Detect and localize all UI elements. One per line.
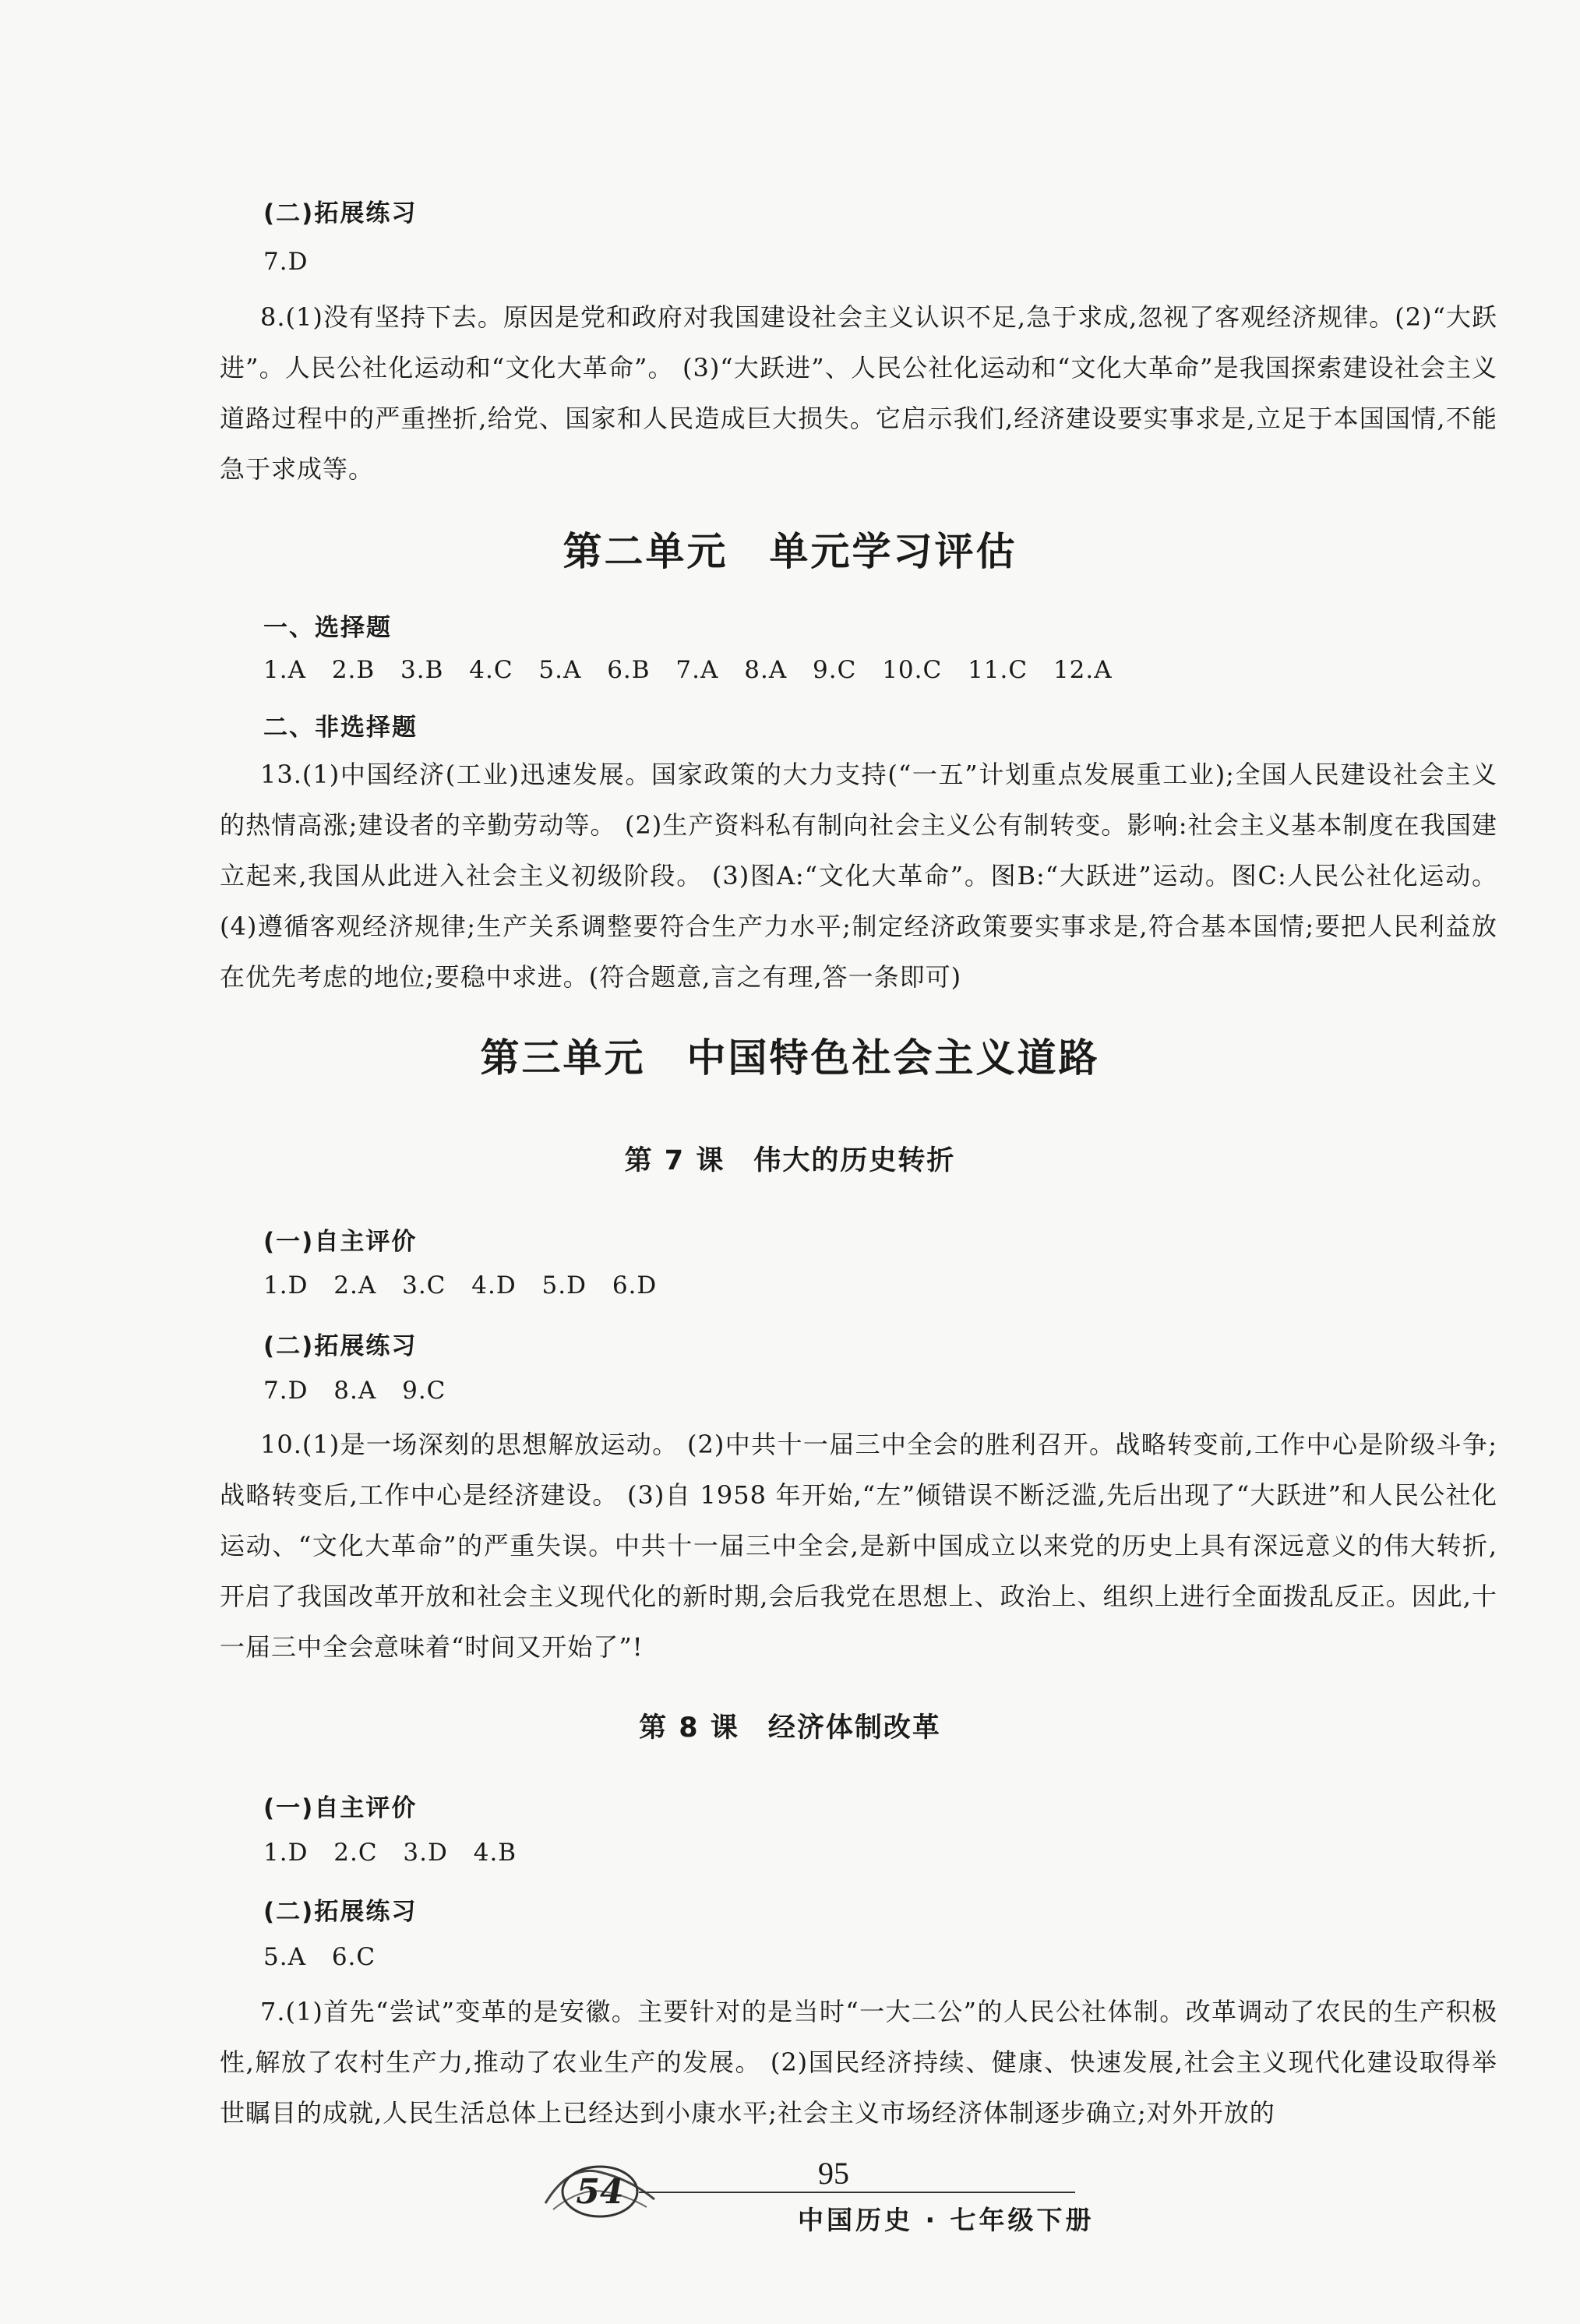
section-heading: (二)拓展练习 [263, 1898, 418, 1926]
section-heading: 二、非选择题 [263, 714, 418, 742]
footer-divider [639, 2192, 1075, 2193]
answer-line: 1.D 2.C 3.D 4.B [263, 1839, 517, 1867]
lesson-title: 第 8 课 经济体制改革 [639, 1712, 941, 1744]
section-heading: (一)自主评价 [263, 1794, 418, 1822]
answer-line: 1.A 2.B 3.B 4.C 5.A 6.B 7.A 8.A 9.C 10.C 11.C 12.A [263, 656, 1113, 684]
logo-text: 54 [576, 2172, 624, 2212]
answer-paragraph: 10.(1)是一场深刻的思想解放运动。 (2)中共十一届三中全会的胜利召开。战略转变前,工作中心是阶级斗争;战略转变后,工作中心是经济建设。 (3)自 1958 年开始,“左”倾错误不断泛滥,先后出现了“大跃进”和人民公社化运动、“文化大革命”的严重失误。中共十一届三中全会,是新中国成立以来党的历史上具有深远意义的伟大转折,开启了我国改革开放和社会主义现代化的新时期,会后我党在思想上、政治上、组织上进行全面拨乱反正。因此,十一届三中全会意味着“时间又开始了”! [220, 1430, 1497, 1662]
unit-title: 第三单元 中国特色社会主义道路 [480, 1035, 1100, 1081]
section-heading: (二)拓展练习 [263, 1332, 418, 1360]
answer-paragraph: 13.(1)中国经济(工业)迅速发展。国家政策的大力支持(“一五”计划重点发展重工业);全国人民建设社会主义的热情高涨;建设者的辛勤劳动等。 (2)生产资料私有制向社会主义公有制转变。影响:社会主义基本制度在我国建立起来,我国从此进入社会主义初级阶段。 (3)图A:“文化大革命”。图B:“大跃进”运动。图C:人民公社化运动。 (4)遵循客观经济规律;生产关系调整要符合生产力水平;制定经济政策要实事求是,符合基本国情;要把人民利益放在优先考虑的地位;要稳中求进。(符合题意,言之有理,答一条即可) [220, 760, 1497, 992]
answer-line: 5.A 6.C [263, 1943, 376, 1971]
answer-paragraph: 7.(1)首先“尝试”变革的是安徽。主要针对的是当时“一大二公”的人民公社体制。改革调动了农民的生产积极性,解放了农村生产力,推动了农业生产的发展。 (2)国民经济持续、健康、快速发展,社会主义现代化建设取得举世瞩目的成就,人民生活总体上已经达到小康水平;社会主义市场经济体制逐步确立;对外开放的 [220, 1997, 1497, 2128]
answer-line: 7.D [263, 248, 309, 276]
lesson-title: 第 7 课 伟大的历史转折 [624, 1145, 956, 1176]
section-heading: 一、选择题 [263, 614, 392, 642]
section-heading: (一)自主评价 [263, 1228, 418, 1256]
page-number: 95 [818, 2156, 849, 2191]
answer-paragraph: 8.(1)没有坚持下去。原因是党和政府对我国建设社会主义认识不足,急于求成,忽视了客观经济规律。(2)“大跃进”。人民公社化运动和“文化大革命”。 (3)“大跃进”、人民公社化运动和“文化大革命”是我国探索建设社会主义道路过程中的严重挫折,给党、国家和人民造成巨大损失。它启示我们,经济建设要实事求是,立足于本国国情,不能急于求成等。 [220, 302, 1497, 484]
section-heading: (二)拓展练习 [263, 199, 418, 227]
publisher-logo [538, 2149, 662, 2227]
answer-line: 7.D 8.A 9.C [263, 1377, 446, 1405]
book-title: 中国历史 · 七年级下册 [798, 2205, 1095, 2235]
answer-line: 1.D 2.A 3.C 4.D 5.D 6.D [263, 1271, 658, 1300]
unit-title: 第二单元 单元学习评估 [563, 529, 1017, 574]
